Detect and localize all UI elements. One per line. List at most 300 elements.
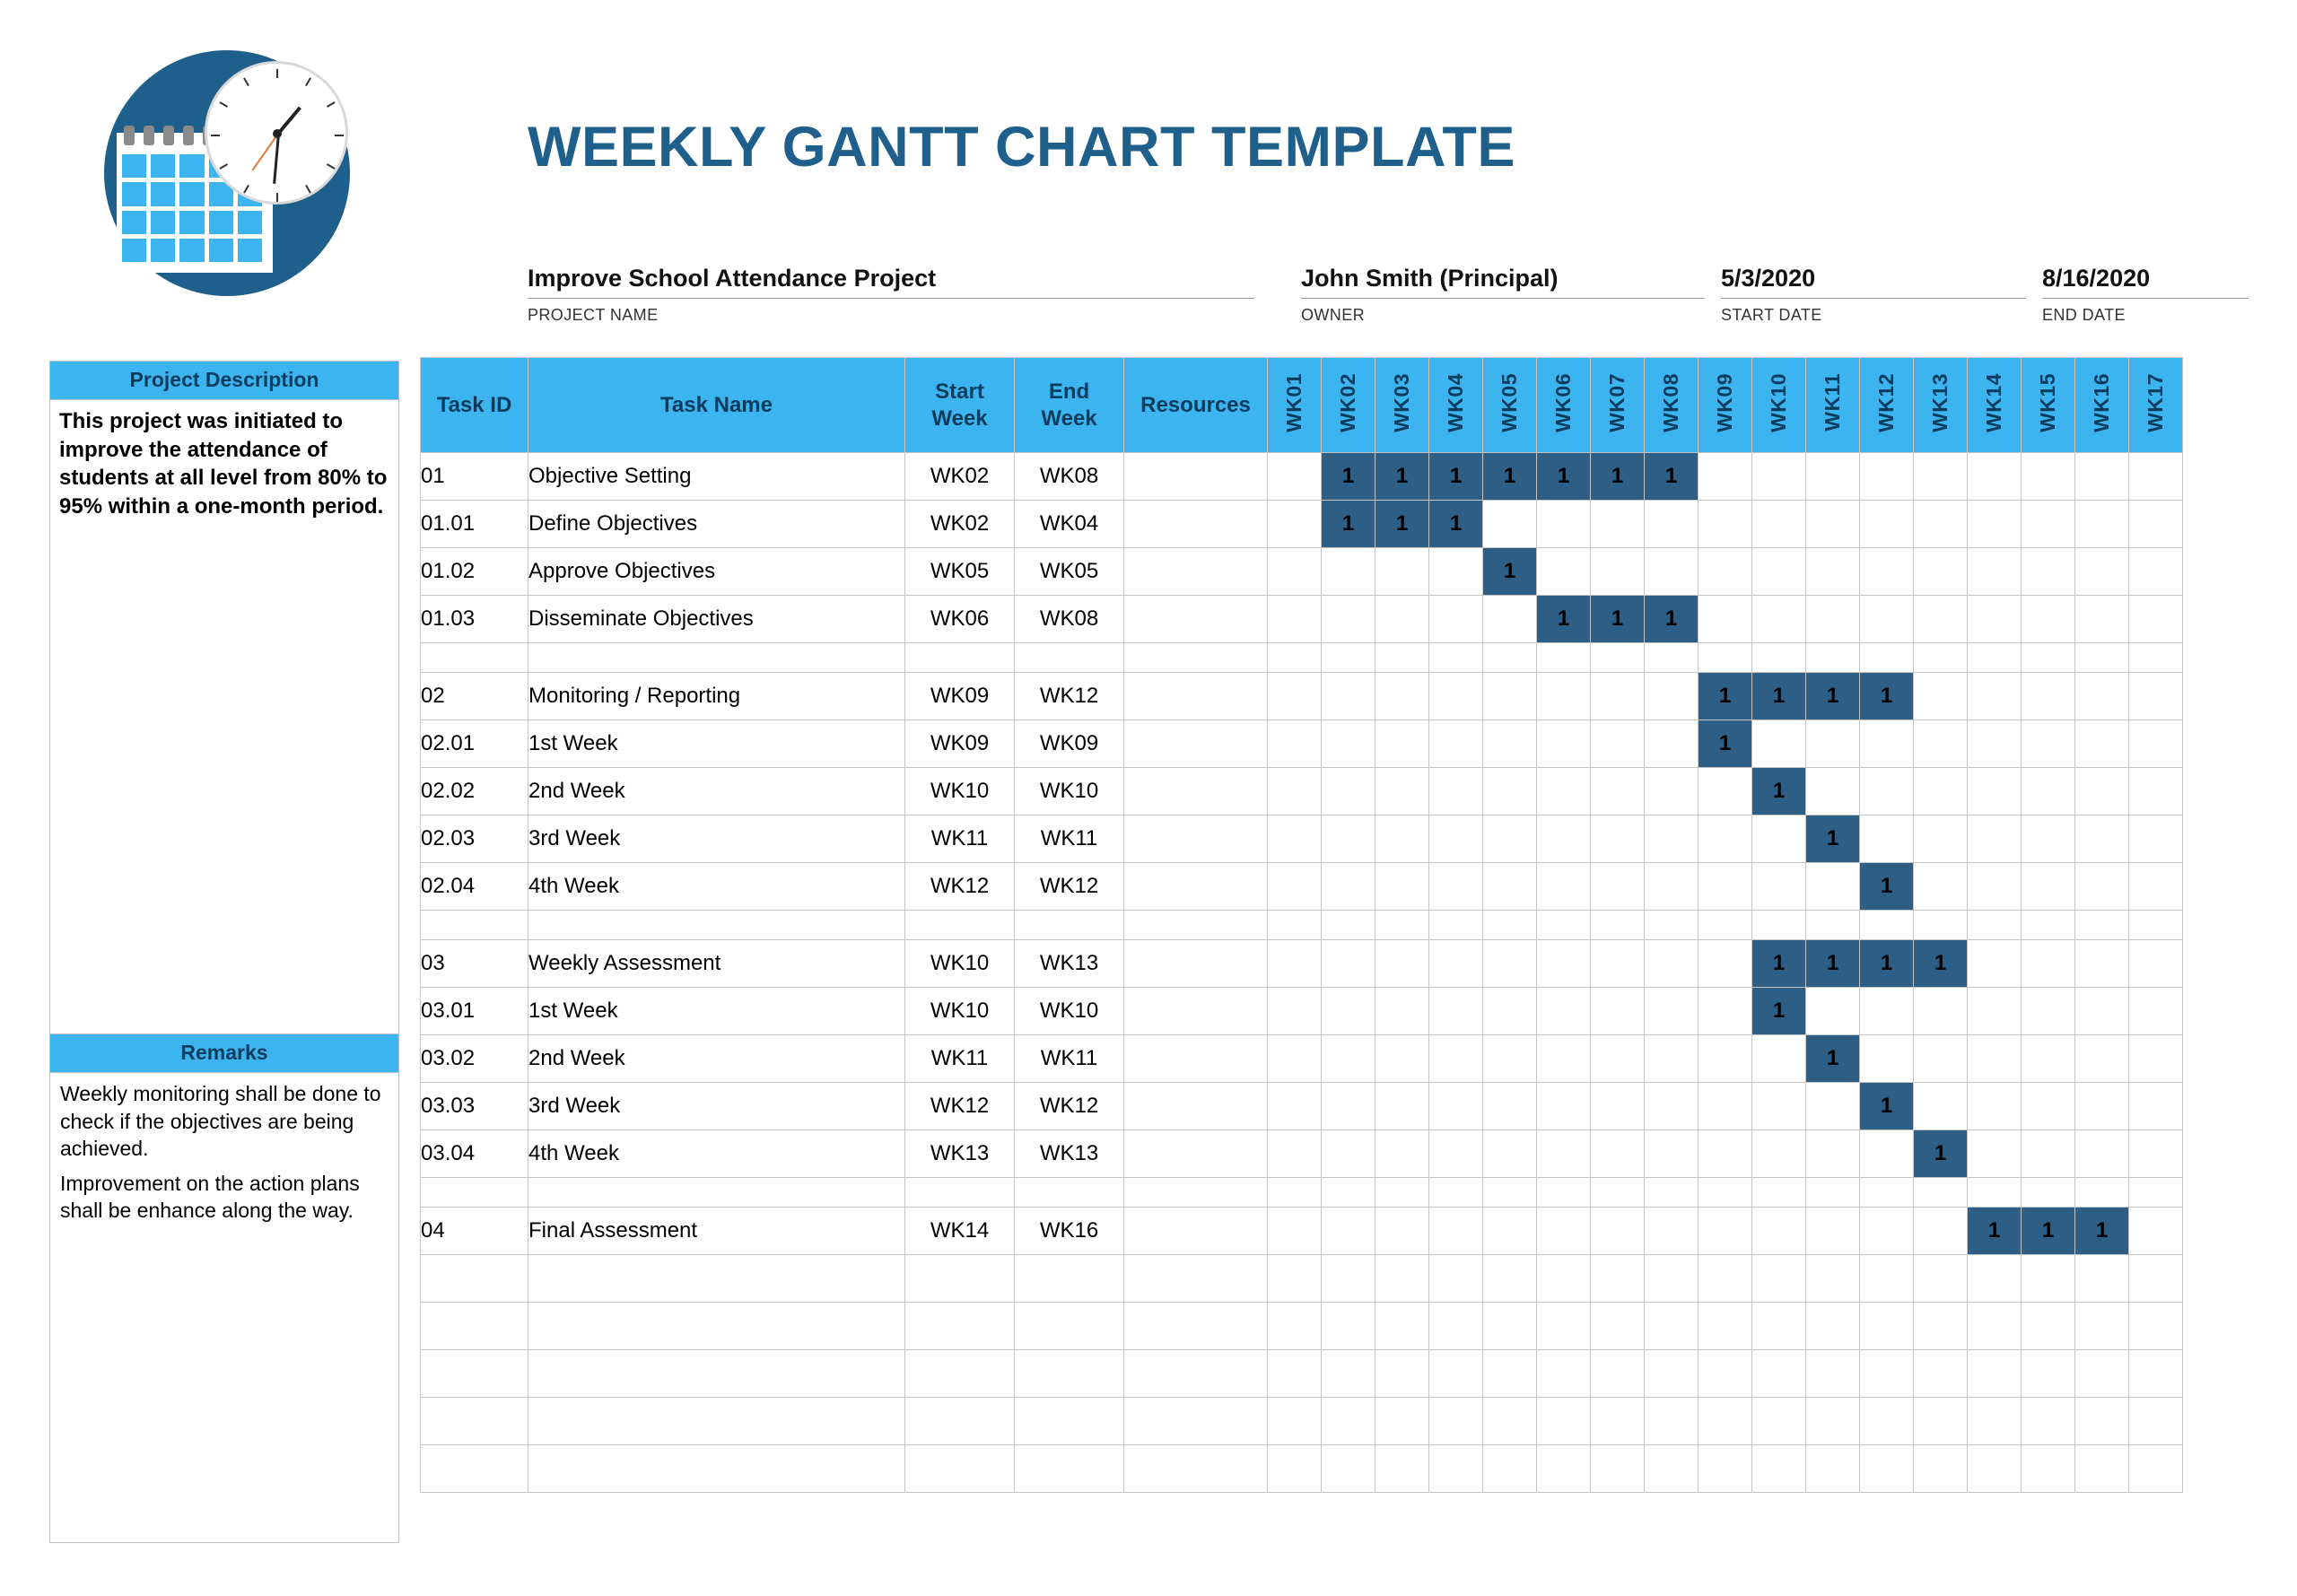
gantt-empty-cell[interactable] xyxy=(1699,548,1752,596)
gantt-empty-cell[interactable] xyxy=(1268,1083,1322,1130)
gantt-empty-cell[interactable] xyxy=(2022,1178,2075,1208)
gantt-bar-cell[interactable]: 1 xyxy=(1752,768,1806,815)
cell-resources[interactable] xyxy=(1124,1130,1268,1178)
gantt-empty-cell[interactable] xyxy=(1806,501,1860,548)
gantt-empty-cell[interactable] xyxy=(1591,643,1645,673)
gantt-empty-cell[interactable] xyxy=(2075,1130,2129,1178)
cell-resources[interactable] xyxy=(1124,673,1268,720)
gantt-empty-cell[interactable] xyxy=(1429,1350,1483,1398)
gantt-empty-cell[interactable] xyxy=(2129,501,2183,548)
cell-resources[interactable] xyxy=(1124,988,1268,1035)
cell-resources[interactable] xyxy=(1124,1255,1268,1303)
gantt-empty-cell[interactable] xyxy=(2022,596,2075,643)
gantt-empty-cell[interactable] xyxy=(1483,940,1537,988)
gantt-empty-cell[interactable] xyxy=(1752,548,1806,596)
gantt-empty-cell[interactable] xyxy=(1483,1445,1537,1493)
gantt-bar-cell[interactable]: 1 xyxy=(1806,673,1860,720)
gantt-empty-cell[interactable] xyxy=(1699,1035,1752,1083)
gantt-empty-cell[interactable] xyxy=(1699,911,1752,940)
gantt-bar-cell[interactable]: 1 xyxy=(1699,720,1752,768)
gantt-empty-cell[interactable] xyxy=(1591,768,1645,815)
gantt-empty-cell[interactable] xyxy=(1806,768,1860,815)
gantt-empty-cell[interactable] xyxy=(1537,1398,1591,1445)
gantt-empty-cell[interactable] xyxy=(1537,815,1591,863)
gantt-empty-cell[interactable] xyxy=(1914,911,1968,940)
gantt-empty-cell[interactable] xyxy=(1322,768,1376,815)
gantt-empty-cell[interactable] xyxy=(1537,863,1591,911)
cell-start-week[interactable] xyxy=(905,1350,1015,1398)
gantt-empty-cell[interactable] xyxy=(2022,940,2075,988)
gantt-empty-cell[interactable] xyxy=(1699,815,1752,863)
gantt-empty-cell[interactable] xyxy=(1268,1255,1322,1303)
cell-task-id[interactable]: 01.03 xyxy=(421,596,528,643)
gantt-empty-cell[interactable] xyxy=(1752,863,1806,911)
gantt-empty-cell[interactable] xyxy=(1537,1083,1591,1130)
cell-task-name[interactable] xyxy=(528,1303,905,1350)
cell-task-name[interactable]: 2nd Week xyxy=(528,1035,905,1083)
gantt-empty-cell[interactable] xyxy=(2075,1445,2129,1493)
gantt-empty-cell[interactable] xyxy=(1806,863,1860,911)
gantt-empty-cell[interactable] xyxy=(2129,1035,2183,1083)
cell-end-week[interactable]: WK13 xyxy=(1015,1130,1124,1178)
cell-start-week[interactable] xyxy=(905,643,1015,673)
gantt-bar-cell[interactable]: 1 xyxy=(1860,1083,1914,1130)
gantt-empty-cell[interactable] xyxy=(2129,988,2183,1035)
gantt-empty-cell[interactable] xyxy=(1860,1255,1914,1303)
cell-start-week[interactable]: WK10 xyxy=(905,940,1015,988)
gantt-empty-cell[interactable] xyxy=(1968,720,2022,768)
gantt-empty-cell[interactable] xyxy=(1699,1303,1752,1350)
gantt-empty-cell[interactable] xyxy=(1699,768,1752,815)
gantt-empty-cell[interactable] xyxy=(1322,863,1376,911)
gantt-empty-cell[interactable] xyxy=(1376,940,1429,988)
gantt-empty-cell[interactable] xyxy=(1860,815,1914,863)
cell-task-name[interactable]: 1st Week xyxy=(528,988,905,1035)
cell-task-id[interactable]: 02.01 xyxy=(421,720,528,768)
cell-start-week[interactable]: WK06 xyxy=(905,596,1015,643)
gantt-empty-cell[interactable] xyxy=(1645,1035,1699,1083)
gantt-empty-cell[interactable] xyxy=(1752,1178,1806,1208)
gantt-empty-cell[interactable] xyxy=(1806,1303,1860,1350)
gantt-bar-cell[interactable]: 1 xyxy=(1860,673,1914,720)
gantt-empty-cell[interactable] xyxy=(1376,815,1429,863)
gantt-empty-cell[interactable] xyxy=(1806,453,1860,501)
gantt-empty-cell[interactable] xyxy=(1376,768,1429,815)
gantt-empty-cell[interactable] xyxy=(1591,1130,1645,1178)
gantt-empty-cell[interactable] xyxy=(1860,1398,1914,1445)
cell-end-week[interactable]: WK04 xyxy=(1015,501,1124,548)
gantt-empty-cell[interactable] xyxy=(1914,815,1968,863)
gantt-empty-cell[interactable] xyxy=(1591,940,1645,988)
gantt-empty-cell[interactable] xyxy=(2129,453,2183,501)
gantt-empty-cell[interactable] xyxy=(1537,1208,1591,1255)
gantt-empty-cell[interactable] xyxy=(2129,673,2183,720)
gantt-empty-cell[interactable] xyxy=(2022,1255,2075,1303)
cell-start-week[interactable]: WK14 xyxy=(905,1208,1015,1255)
gantt-empty-cell[interactable] xyxy=(1429,596,1483,643)
gantt-empty-cell[interactable] xyxy=(1268,1208,1322,1255)
gantt-empty-cell[interactable] xyxy=(1968,815,2022,863)
gantt-empty-cell[interactable] xyxy=(1591,1398,1645,1445)
cell-task-id[interactable]: 02.02 xyxy=(421,768,528,815)
cell-task-name[interactable]: Final Assessment xyxy=(528,1208,905,1255)
gantt-bar-cell[interactable]: 1 xyxy=(1376,501,1429,548)
gantt-empty-cell[interactable] xyxy=(1429,815,1483,863)
gantt-empty-cell[interactable] xyxy=(1429,911,1483,940)
gantt-empty-cell[interactable] xyxy=(1376,1083,1429,1130)
cell-end-week[interactable]: WK10 xyxy=(1015,988,1124,1035)
gantt-empty-cell[interactable] xyxy=(1268,988,1322,1035)
gantt-empty-cell[interactable] xyxy=(2075,1398,2129,1445)
gantt-empty-cell[interactable] xyxy=(1268,911,1322,940)
cell-end-week[interactable]: WK09 xyxy=(1015,720,1124,768)
gantt-empty-cell[interactable] xyxy=(1806,988,1860,1035)
cell-task-name[interactable]: 2nd Week xyxy=(528,768,905,815)
cell-task-id[interactable]: 03.02 xyxy=(421,1035,528,1083)
gantt-empty-cell[interactable] xyxy=(1860,453,1914,501)
gantt-empty-cell[interactable] xyxy=(2022,1083,2075,1130)
cell-task-name[interactable]: Disseminate Objectives xyxy=(528,596,905,643)
gantt-empty-cell[interactable] xyxy=(2022,548,2075,596)
gantt-empty-cell[interactable] xyxy=(1591,815,1645,863)
gantt-empty-cell[interactable] xyxy=(1699,863,1752,911)
gantt-empty-cell[interactable] xyxy=(2075,1178,2129,1208)
gantt-empty-cell[interactable] xyxy=(1645,548,1699,596)
gantt-empty-cell[interactable] xyxy=(1914,673,1968,720)
gantt-empty-cell[interactable] xyxy=(1537,1445,1591,1493)
gantt-empty-cell[interactable] xyxy=(1537,988,1591,1035)
gantt-empty-cell[interactable] xyxy=(1322,596,1376,643)
gantt-empty-cell[interactable] xyxy=(1376,1035,1429,1083)
gantt-empty-cell[interactable] xyxy=(2075,863,2129,911)
gantt-empty-cell[interactable] xyxy=(1914,1035,1968,1083)
cell-task-name[interactable]: Weekly Assessment xyxy=(528,940,905,988)
gantt-bar-cell[interactable]: 1 xyxy=(1591,453,1645,501)
gantt-empty-cell[interactable] xyxy=(1322,643,1376,673)
cell-resources[interactable] xyxy=(1124,1208,1268,1255)
gantt-empty-cell[interactable] xyxy=(2075,643,2129,673)
gantt-empty-cell[interactable] xyxy=(1483,815,1537,863)
gantt-empty-cell[interactable] xyxy=(1860,643,1914,673)
gantt-empty-cell[interactable] xyxy=(1537,1035,1591,1083)
gantt-empty-cell[interactable] xyxy=(1806,548,1860,596)
gantt-empty-cell[interactable] xyxy=(1914,1178,1968,1208)
gantt-empty-cell[interactable] xyxy=(1483,1083,1537,1130)
gantt-empty-cell[interactable] xyxy=(1483,1303,1537,1350)
cell-end-week[interactable]: WK08 xyxy=(1015,453,1124,501)
cell-resources[interactable] xyxy=(1124,911,1268,940)
gantt-empty-cell[interactable] xyxy=(1645,1083,1699,1130)
gantt-empty-cell[interactable] xyxy=(1914,1255,1968,1303)
gantt-empty-cell[interactable] xyxy=(2022,1350,2075,1398)
gantt-bar-cell[interactable]: 1 xyxy=(1645,453,1699,501)
gantt-empty-cell[interactable] xyxy=(2129,1083,2183,1130)
cell-start-week[interactable] xyxy=(905,1255,1015,1303)
cell-end-week[interactable]: WK12 xyxy=(1015,673,1124,720)
gantt-empty-cell[interactable] xyxy=(1699,1208,1752,1255)
cell-task-name[interactable] xyxy=(528,911,905,940)
gantt-empty-cell[interactable] xyxy=(1537,1178,1591,1208)
cell-resources[interactable] xyxy=(1124,1445,1268,1493)
cell-start-week[interactable] xyxy=(905,1178,1015,1208)
gantt-empty-cell[interactable] xyxy=(1322,548,1376,596)
gantt-empty-cell[interactable] xyxy=(1806,911,1860,940)
gantt-empty-cell[interactable] xyxy=(1322,1398,1376,1445)
gantt-empty-cell[interactable] xyxy=(1483,1398,1537,1445)
gantt-empty-cell[interactable] xyxy=(1322,1178,1376,1208)
gantt-empty-cell[interactable] xyxy=(1429,1035,1483,1083)
gantt-empty-cell[interactable] xyxy=(2129,1178,2183,1208)
gantt-empty-cell[interactable] xyxy=(1483,1208,1537,1255)
gantt-bar-cell[interactable]: 1 xyxy=(1752,673,1806,720)
gantt-empty-cell[interactable] xyxy=(1645,643,1699,673)
gantt-empty-cell[interactable] xyxy=(1376,673,1429,720)
gantt-empty-cell[interactable] xyxy=(1914,1398,1968,1445)
cell-task-id[interactable] xyxy=(421,1350,528,1398)
gantt-empty-cell[interactable] xyxy=(1322,1083,1376,1130)
gantt-empty-cell[interactable] xyxy=(1268,673,1322,720)
gantt-empty-cell[interactable] xyxy=(1968,1130,2022,1178)
gantt-empty-cell[interactable] xyxy=(1752,643,1806,673)
gantt-empty-cell[interactable] xyxy=(1429,768,1483,815)
gantt-empty-cell[interactable] xyxy=(1752,501,1806,548)
gantt-empty-cell[interactable] xyxy=(1968,548,2022,596)
gantt-empty-cell[interactable] xyxy=(1645,1178,1699,1208)
gantt-empty-cell[interactable] xyxy=(1268,1178,1322,1208)
gantt-empty-cell[interactable] xyxy=(1645,720,1699,768)
gantt-empty-cell[interactable] xyxy=(1429,988,1483,1035)
gantt-empty-cell[interactable] xyxy=(1322,940,1376,988)
gantt-empty-cell[interactable] xyxy=(1591,720,1645,768)
gantt-empty-cell[interactable] xyxy=(2022,673,2075,720)
cell-task-id[interactable] xyxy=(421,1445,528,1493)
cell-task-id[interactable]: 02.03 xyxy=(421,815,528,863)
gantt-empty-cell[interactable] xyxy=(1806,643,1860,673)
gantt-empty-cell[interactable] xyxy=(2022,453,2075,501)
cell-start-week[interactable]: WK13 xyxy=(905,1130,1015,1178)
cell-end-week[interactable] xyxy=(1015,911,1124,940)
gantt-empty-cell[interactable] xyxy=(1914,768,1968,815)
gantt-empty-cell[interactable] xyxy=(1591,1445,1645,1493)
cell-task-name[interactable] xyxy=(528,643,905,673)
gantt-bar-cell[interactable]: 1 xyxy=(1376,453,1429,501)
cell-start-week[interactable] xyxy=(905,911,1015,940)
gantt-empty-cell[interactable] xyxy=(2129,1255,2183,1303)
gantt-empty-cell[interactable] xyxy=(2022,720,2075,768)
cell-task-name[interactable] xyxy=(528,1255,905,1303)
cell-resources[interactable] xyxy=(1124,501,1268,548)
gantt-empty-cell[interactable] xyxy=(1268,863,1322,911)
gantt-empty-cell[interactable] xyxy=(1752,911,1806,940)
gantt-empty-cell[interactable] xyxy=(1699,940,1752,988)
gantt-empty-cell[interactable] xyxy=(1914,501,1968,548)
gantt-empty-cell[interactable] xyxy=(1752,1035,1806,1083)
gantt-empty-cell[interactable] xyxy=(1483,1255,1537,1303)
cell-resources[interactable] xyxy=(1124,863,1268,911)
cell-task-id[interactable]: 03.01 xyxy=(421,988,528,1035)
gantt-empty-cell[interactable] xyxy=(1752,815,1806,863)
gantt-empty-cell[interactable] xyxy=(1645,1445,1699,1493)
gantt-empty-cell[interactable] xyxy=(2129,548,2183,596)
cell-resources[interactable] xyxy=(1124,643,1268,673)
gantt-empty-cell[interactable] xyxy=(1483,1130,1537,1178)
gantt-empty-cell[interactable] xyxy=(1806,596,1860,643)
gantt-empty-cell[interactable] xyxy=(1537,720,1591,768)
gantt-empty-cell[interactable] xyxy=(1268,768,1322,815)
gantt-empty-cell[interactable] xyxy=(1968,643,2022,673)
gantt-empty-cell[interactable] xyxy=(2075,1255,2129,1303)
gantt-bar-cell[interactable]: 1 xyxy=(1806,940,1860,988)
gantt-bar-cell[interactable]: 1 xyxy=(1429,501,1483,548)
cell-start-week[interactable] xyxy=(905,1303,1015,1350)
cell-end-week[interactable]: WK08 xyxy=(1015,596,1124,643)
cell-resources[interactable] xyxy=(1124,940,1268,988)
gantt-bar-cell[interactable]: 1 xyxy=(1806,1035,1860,1083)
gantt-empty-cell[interactable] xyxy=(1483,501,1537,548)
gantt-empty-cell[interactable] xyxy=(1268,720,1322,768)
gantt-empty-cell[interactable] xyxy=(1376,548,1429,596)
gantt-bar-cell[interactable]: 1 xyxy=(1752,940,1806,988)
gantt-empty-cell[interactable] xyxy=(1968,453,2022,501)
gantt-empty-cell[interactable] xyxy=(1591,1303,1645,1350)
gantt-empty-cell[interactable] xyxy=(1699,1350,1752,1398)
cell-task-id[interactable]: 01 xyxy=(421,453,528,501)
cell-task-name[interactable] xyxy=(528,1398,905,1445)
gantt-empty-cell[interactable] xyxy=(1914,1208,1968,1255)
gantt-empty-cell[interactable] xyxy=(2022,643,2075,673)
cell-end-week[interactable] xyxy=(1015,1445,1124,1493)
gantt-empty-cell[interactable] xyxy=(2129,815,2183,863)
cell-task-name[interactable]: Objective Setting xyxy=(528,453,905,501)
cell-task-id[interactable] xyxy=(421,1398,528,1445)
gantt-empty-cell[interactable] xyxy=(2129,863,2183,911)
gantt-empty-cell[interactable] xyxy=(1429,1398,1483,1445)
gantt-empty-cell[interactable] xyxy=(2075,1303,2129,1350)
gantt-empty-cell[interactable] xyxy=(1806,720,1860,768)
gantt-empty-cell[interactable] xyxy=(2129,596,2183,643)
cell-task-id[interactable]: 01.02 xyxy=(421,548,528,596)
cell-end-week[interactable]: WK11 xyxy=(1015,1035,1124,1083)
gantt-bar-cell[interactable]: 1 xyxy=(1914,940,1968,988)
cell-resources[interactable] xyxy=(1124,596,1268,643)
gantt-empty-cell[interactable] xyxy=(2129,768,2183,815)
cell-task-id[interactable]: 02 xyxy=(421,673,528,720)
gantt-empty-cell[interactable] xyxy=(2075,940,2129,988)
gantt-empty-cell[interactable] xyxy=(1591,1178,1645,1208)
gantt-empty-cell[interactable] xyxy=(1429,940,1483,988)
cell-task-name[interactable]: 1st Week xyxy=(528,720,905,768)
gantt-empty-cell[interactable] xyxy=(1752,1083,1806,1130)
gantt-empty-cell[interactable] xyxy=(1429,1178,1483,1208)
gantt-empty-cell[interactable] xyxy=(2022,1398,2075,1445)
gantt-empty-cell[interactable] xyxy=(2022,1130,2075,1178)
gantt-empty-cell[interactable] xyxy=(2129,1130,2183,1178)
cell-task-name[interactable]: 4th Week xyxy=(528,863,905,911)
gantt-empty-cell[interactable] xyxy=(1483,988,1537,1035)
gantt-empty-cell[interactable] xyxy=(1860,1035,1914,1083)
gantt-empty-cell[interactable] xyxy=(1860,988,1914,1035)
gantt-empty-cell[interactable] xyxy=(2129,1445,2183,1493)
gantt-empty-cell[interactable] xyxy=(1645,1303,1699,1350)
gantt-empty-cell[interactable] xyxy=(1645,815,1699,863)
gantt-empty-cell[interactable] xyxy=(1645,940,1699,988)
cell-end-week[interactable]: WK11 xyxy=(1015,815,1124,863)
cell-end-week[interactable]: WK12 xyxy=(1015,863,1124,911)
gantt-empty-cell[interactable] xyxy=(1537,1255,1591,1303)
gantt-empty-cell[interactable] xyxy=(1591,548,1645,596)
gantt-empty-cell[interactable] xyxy=(1699,643,1752,673)
gantt-empty-cell[interactable] xyxy=(1429,1303,1483,1350)
gantt-empty-cell[interactable] xyxy=(1860,720,1914,768)
gantt-empty-cell[interactable] xyxy=(1376,863,1429,911)
cell-task-name[interactable]: Define Objectives xyxy=(528,501,905,548)
cell-end-week[interactable] xyxy=(1015,1303,1124,1350)
gantt-empty-cell[interactable] xyxy=(1752,1130,1806,1178)
gantt-empty-cell[interactable] xyxy=(2022,1445,2075,1493)
cell-start-week[interactable]: WK11 xyxy=(905,815,1015,863)
gantt-empty-cell[interactable] xyxy=(2075,815,2129,863)
cell-start-week[interactable]: WK09 xyxy=(905,673,1015,720)
gantt-empty-cell[interactable] xyxy=(1429,1255,1483,1303)
gantt-empty-cell[interactable] xyxy=(1322,720,1376,768)
cell-end-week[interactable]: WK10 xyxy=(1015,768,1124,815)
gantt-empty-cell[interactable] xyxy=(1429,863,1483,911)
cell-start-week[interactable]: WK12 xyxy=(905,863,1015,911)
gantt-empty-cell[interactable] xyxy=(1537,1130,1591,1178)
gantt-empty-cell[interactable] xyxy=(2129,720,2183,768)
gantt-empty-cell[interactable] xyxy=(1268,501,1322,548)
gantt-empty-cell[interactable] xyxy=(1591,1350,1645,1398)
gantt-empty-cell[interactable] xyxy=(1591,911,1645,940)
gantt-empty-cell[interactable] xyxy=(1483,1035,1537,1083)
gantt-empty-cell[interactable] xyxy=(1806,1083,1860,1130)
gantt-empty-cell[interactable] xyxy=(1483,720,1537,768)
gantt-empty-cell[interactable] xyxy=(1376,1350,1429,1398)
gantt-empty-cell[interactable] xyxy=(1268,548,1322,596)
gantt-empty-cell[interactable] xyxy=(1591,1035,1645,1083)
cell-task-id[interactable]: 03.03 xyxy=(421,1083,528,1130)
gantt-empty-cell[interactable] xyxy=(1483,596,1537,643)
cell-task-id[interactable] xyxy=(421,1255,528,1303)
gantt-empty-cell[interactable] xyxy=(1860,911,1914,940)
gantt-empty-cell[interactable] xyxy=(1645,673,1699,720)
gantt-empty-cell[interactable] xyxy=(1914,643,1968,673)
gantt-empty-cell[interactable] xyxy=(2075,1083,2129,1130)
gantt-empty-cell[interactable] xyxy=(1591,1255,1645,1303)
cell-end-week[interactable] xyxy=(1015,1178,1124,1208)
gantt-empty-cell[interactable] xyxy=(1376,988,1429,1035)
cell-task-name[interactable]: 3rd Week xyxy=(528,815,905,863)
gantt-bar-cell[interactable]: 1 xyxy=(1483,453,1537,501)
gantt-empty-cell[interactable] xyxy=(1322,673,1376,720)
gantt-empty-cell[interactable] xyxy=(2022,911,2075,940)
gantt-empty-cell[interactable] xyxy=(1914,596,1968,643)
gantt-empty-cell[interactable] xyxy=(1806,1398,1860,1445)
cell-resources[interactable] xyxy=(1124,1083,1268,1130)
gantt-empty-cell[interactable] xyxy=(1537,940,1591,988)
gantt-empty-cell[interactable] xyxy=(1591,863,1645,911)
gantt-empty-cell[interactable] xyxy=(1699,1255,1752,1303)
gantt-empty-cell[interactable] xyxy=(1752,1350,1806,1398)
gantt-empty-cell[interactable] xyxy=(1429,1208,1483,1255)
cell-end-week[interactable]: WK13 xyxy=(1015,940,1124,988)
gantt-empty-cell[interactable] xyxy=(2075,501,2129,548)
gantt-empty-cell[interactable] xyxy=(1914,1303,1968,1350)
gantt-empty-cell[interactable] xyxy=(1968,1178,2022,1208)
gantt-empty-cell[interactable] xyxy=(1645,911,1699,940)
gantt-empty-cell[interactable] xyxy=(1860,1350,1914,1398)
gantt-empty-cell[interactable] xyxy=(1968,1255,2022,1303)
